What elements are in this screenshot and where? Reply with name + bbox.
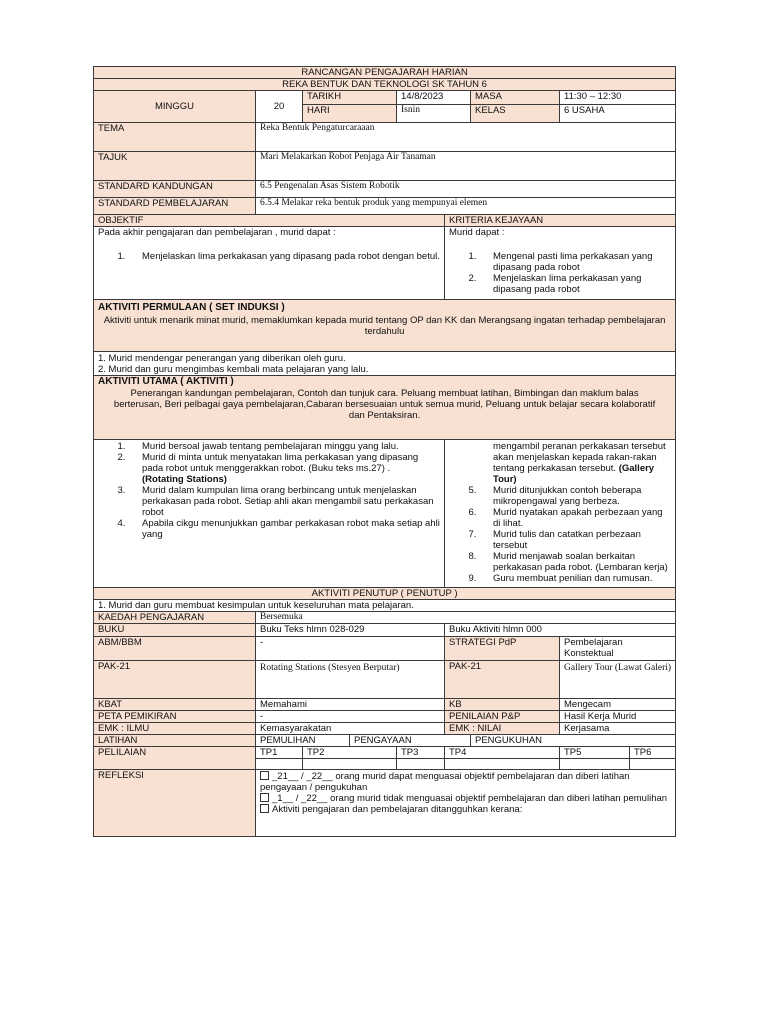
lesson-plan-sheet	[93, 66, 675, 837]
pelilaian-label: PELILAIAN	[94, 747, 256, 770]
utama-step-8: 8. Murid menjawab soalan berkaitan perkakasan pada robot. (Lembaran kerja)	[479, 551, 671, 573]
tarikh-value: 14/8/2023	[397, 91, 471, 105]
refleksi-content	[256, 770, 676, 837]
pak21-label: PAK-21	[94, 661, 256, 699]
objektif-content	[94, 227, 445, 300]
pengukuhan-label: PENGUKUHAN	[471, 735, 676, 747]
kelas-label: KELAS	[471, 105, 560, 123]
strategi-label: STRATEGI PdP	[445, 637, 560, 661]
utama-step-7: 7. Murid tulis dan catatkan perbezaan tersebut	[479, 529, 671, 551]
hari-label: HARI	[303, 105, 397, 123]
permulaan-steps	[94, 352, 676, 376]
penutup-title: AKTIVITI PENUTUP ( PENUTUP )	[94, 588, 676, 600]
utama-step-4-continued: mengambil peranan perkakasan tersebut akan menjelaskan kepada rakan-rakan tentang perkakasan tersebut. (Gallery Tour)	[493, 441, 666, 485]
tp3-score	[397, 759, 445, 770]
minggu-value: 20	[256, 91, 303, 123]
standard-pembelajaran-label: STANDARD PEMBELAJARAN	[94, 198, 256, 215]
utama-step-1: 1. Murid bersoal jawab tentang pembelajaran minggu yang lalu.	[128, 441, 440, 452]
buku-teks-value: Buku Teks hlmn 028-029	[256, 624, 445, 637]
permulaan-header	[94, 300, 676, 352]
standard-kandungan-label: STANDARD KANDUNGAN	[94, 181, 256, 198]
penilaian-label: PENILAIAN P&P	[445, 711, 560, 723]
tarikh-label: TARIKH	[303, 91, 397, 105]
pak21-value-2: Gallery Tour (Lawat Galeri)	[560, 661, 676, 699]
emk-nilai-label: EMK : NILAI	[445, 723, 560, 735]
tp6-score	[630, 759, 676, 770]
tp1-score	[256, 759, 303, 770]
objektif-label: OBJEKTIF	[94, 215, 445, 227]
tema-value: Reka Bentuk Pengaturcaraaan	[256, 123, 676, 152]
utama-left-column	[94, 440, 445, 588]
penutup-line: 1. Murid dan guru membuat kesimpulan untuk keseluruhan mata pelajaran.	[94, 600, 676, 612]
emk-nilai-value: Kerjasama	[560, 723, 676, 735]
kaedah-label: KAEDAH PENGAJARAN	[94, 612, 256, 624]
peta-pemikiran-value: -	[256, 711, 445, 723]
abm-value: -	[256, 637, 445, 661]
kb-value: Mengecam	[560, 699, 676, 711]
checkbox-icon[interactable]	[260, 771, 269, 780]
tp6-cell: TP6	[630, 747, 676, 759]
abm-label: ABM/BBM	[94, 637, 256, 661]
tema-label: TEMA	[94, 123, 256, 152]
permulaan-desc: Aktiviti untuk menarik minat murid, memaklumkan kepada murid tentang OP dan KK dan Merangsang ingatan terhadap pembelajaran terdahulu	[103, 315, 666, 337]
hari-value: Isnin	[397, 105, 471, 123]
refleksi-line-1: _21__ / _22__ orang murid dapat menguasai objektif pembelajaran dan diberi latihan pengayaan / pengukuhan	[260, 771, 630, 793]
pengayaan-label: PENGAYAAN	[350, 735, 471, 747]
pak21-label-2: PAK-21	[445, 661, 560, 699]
utama-step-9: 9. Guru membuat penilian dan rumusan.	[479, 573, 671, 584]
emk-ilmu-value: Kemasyarakatan	[256, 723, 445, 735]
utama-right-column	[445, 440, 676, 588]
pak21-value-1: Rotating Stations (Stesyen Berputar)	[256, 661, 445, 699]
kriteria-item: 2. Menjelaskan lima perkakasan yang dipasang pada robot	[479, 273, 671, 295]
tp5-cell: TP5	[560, 747, 630, 759]
utama-step-6: 6. Murid nyatakan apakah perbezaan yang di lihat.	[479, 507, 671, 529]
standard-kandungan-value: 6.5 Pengenalan Asas Sistem Robotik	[256, 181, 676, 198]
buku-aktiviti-value: Buku Aktiviti hlmn 000	[445, 624, 676, 637]
kriteria-content	[445, 227, 676, 300]
tp1-cell: TP1	[256, 747, 303, 759]
utama-header	[94, 376, 676, 440]
objektif-item: 1. Menjelaskan lima perkakasan yang dipasang pada robot dengan betul.	[128, 251, 440, 262]
kriteria-intro: Murid dapat :	[449, 227, 505, 238]
kbat-value: Memahami	[256, 699, 445, 711]
utama-step-4: 4. Apabila cikgu menunjukkan gambar perkakasan robot maka setiap ahli yang	[128, 518, 440, 540]
strategi-value: Pembelajaran Konstektual	[560, 637, 676, 661]
refleksi-label: REFLEKSI	[94, 770, 256, 837]
plan-title: RANCANGAN PENGAJARAH HARIAN	[94, 67, 676, 79]
tp4-cell: TP4	[445, 747, 560, 759]
penilaian-value: Hasil Kerja Murid	[560, 711, 676, 723]
kbat-label: KBAT	[94, 699, 256, 711]
lesson-plan-table	[93, 66, 676, 837]
buku-label: BUKU	[94, 624, 256, 637]
kaedah-value: Bersemuka	[256, 612, 676, 624]
minggu-label: MINGGU	[94, 91, 256, 123]
masa-label: MASA	[471, 91, 560, 105]
checkbox-icon[interactable]	[260, 793, 269, 802]
masa-value: 11:30 – 12:30	[560, 91, 676, 105]
utama-desc: Penerangan kandungan pembelajaran, Contoh dan tunjuk cara. Peluang membuat latihan, Bimbingan dan maklum balas berterusan, Beri pelbagai gaya pembelajaran,Cabaran bersesuaian untuk semua murid, Peluang untuk belajar secara kolaboratif dan Pentaksiran.	[113, 388, 656, 421]
utama-step-2: 2. Murid di minta untuk menyatakan lima perkakasan yang dipasang pada robot untuk menggerakkan robot. (Buku teks ms.27) . (Rotating Stations)	[128, 452, 440, 485]
tp2-score	[303, 759, 397, 770]
emk-ilmu-label: EMK : ILMU	[94, 723, 256, 735]
refleksi-line-2: _1__ / _22__ orang murid tidak menguasai objektif pembelajaran dan diberi latihan pemulihan	[260, 793, 671, 804]
latihan-label: LATIHAN	[94, 735, 256, 747]
permulaan-step-2: 2. Murid dan guru mengimbas kembali mata pelajaran yang lalu.	[98, 364, 369, 375]
tp5-score	[560, 759, 630, 770]
standard-pembelajaran-value: 6.5.4 Melakar reka bentuk produk yang mempunyai elemen	[256, 198, 676, 215]
tajuk-value: Mari Melakarkan Robot Penjaga Air Tanaman	[256, 152, 676, 181]
tp2-cell: TP2	[303, 747, 397, 759]
kriteria-item: 1. Mengenal pasti lima perkakasan yang dipasang pada robot	[479, 251, 671, 273]
checkbox-icon[interactable]	[260, 804, 269, 813]
rotating-stations-label: (Rotating Stations)	[142, 474, 227, 485]
permulaan-step-1: 1. Murid mendengar penerangan yang diberikan oleh guru.	[98, 353, 346, 364]
utama-title: AKTIVITI UTAMA ( AKTIVITI )	[98, 376, 234, 387]
utama-step-3: 3. Murid dalam kumpulan lima orang berbincang untuk menjelaskan perkakasan pada robot. Setiap ahli akan mengambil satu perkakasan robot	[128, 485, 440, 518]
permulaan-title: AKTIVITI PERMULAAN ( SET INDUKSI )	[98, 302, 285, 313]
pemulihan-label: PEMULIHAN	[256, 735, 350, 747]
tp3-cell: TP3	[397, 747, 445, 759]
refleksi-line-3: Aktiviti pengajaran dan pembelajaran ditangguhkan kerana:	[260, 804, 671, 815]
kelas-value: 6 USAHA	[560, 105, 676, 123]
tajuk-label: TAJUK	[94, 152, 256, 181]
peta-pemikiran-label: PETA PEMIKIRAN	[94, 711, 256, 723]
utama-step-5: 5. Murid ditunjukkan contoh beberapa mikropengawal yang berbeza.	[479, 485, 671, 507]
tp4-score	[445, 759, 560, 770]
objektif-intro: Pada akhir pengajaran dan pembelajaran , murid dapat :	[98, 227, 336, 238]
subject-title: REKA BENTUK DAN TEKNOLOGI SK TAHUN 6	[94, 79, 676, 91]
kriteria-label: KRITERIA KEJAYAAN	[445, 215, 676, 227]
gallery-tour-label: (Gallery Tour)	[493, 463, 655, 485]
kb-label: KB	[445, 699, 560, 711]
